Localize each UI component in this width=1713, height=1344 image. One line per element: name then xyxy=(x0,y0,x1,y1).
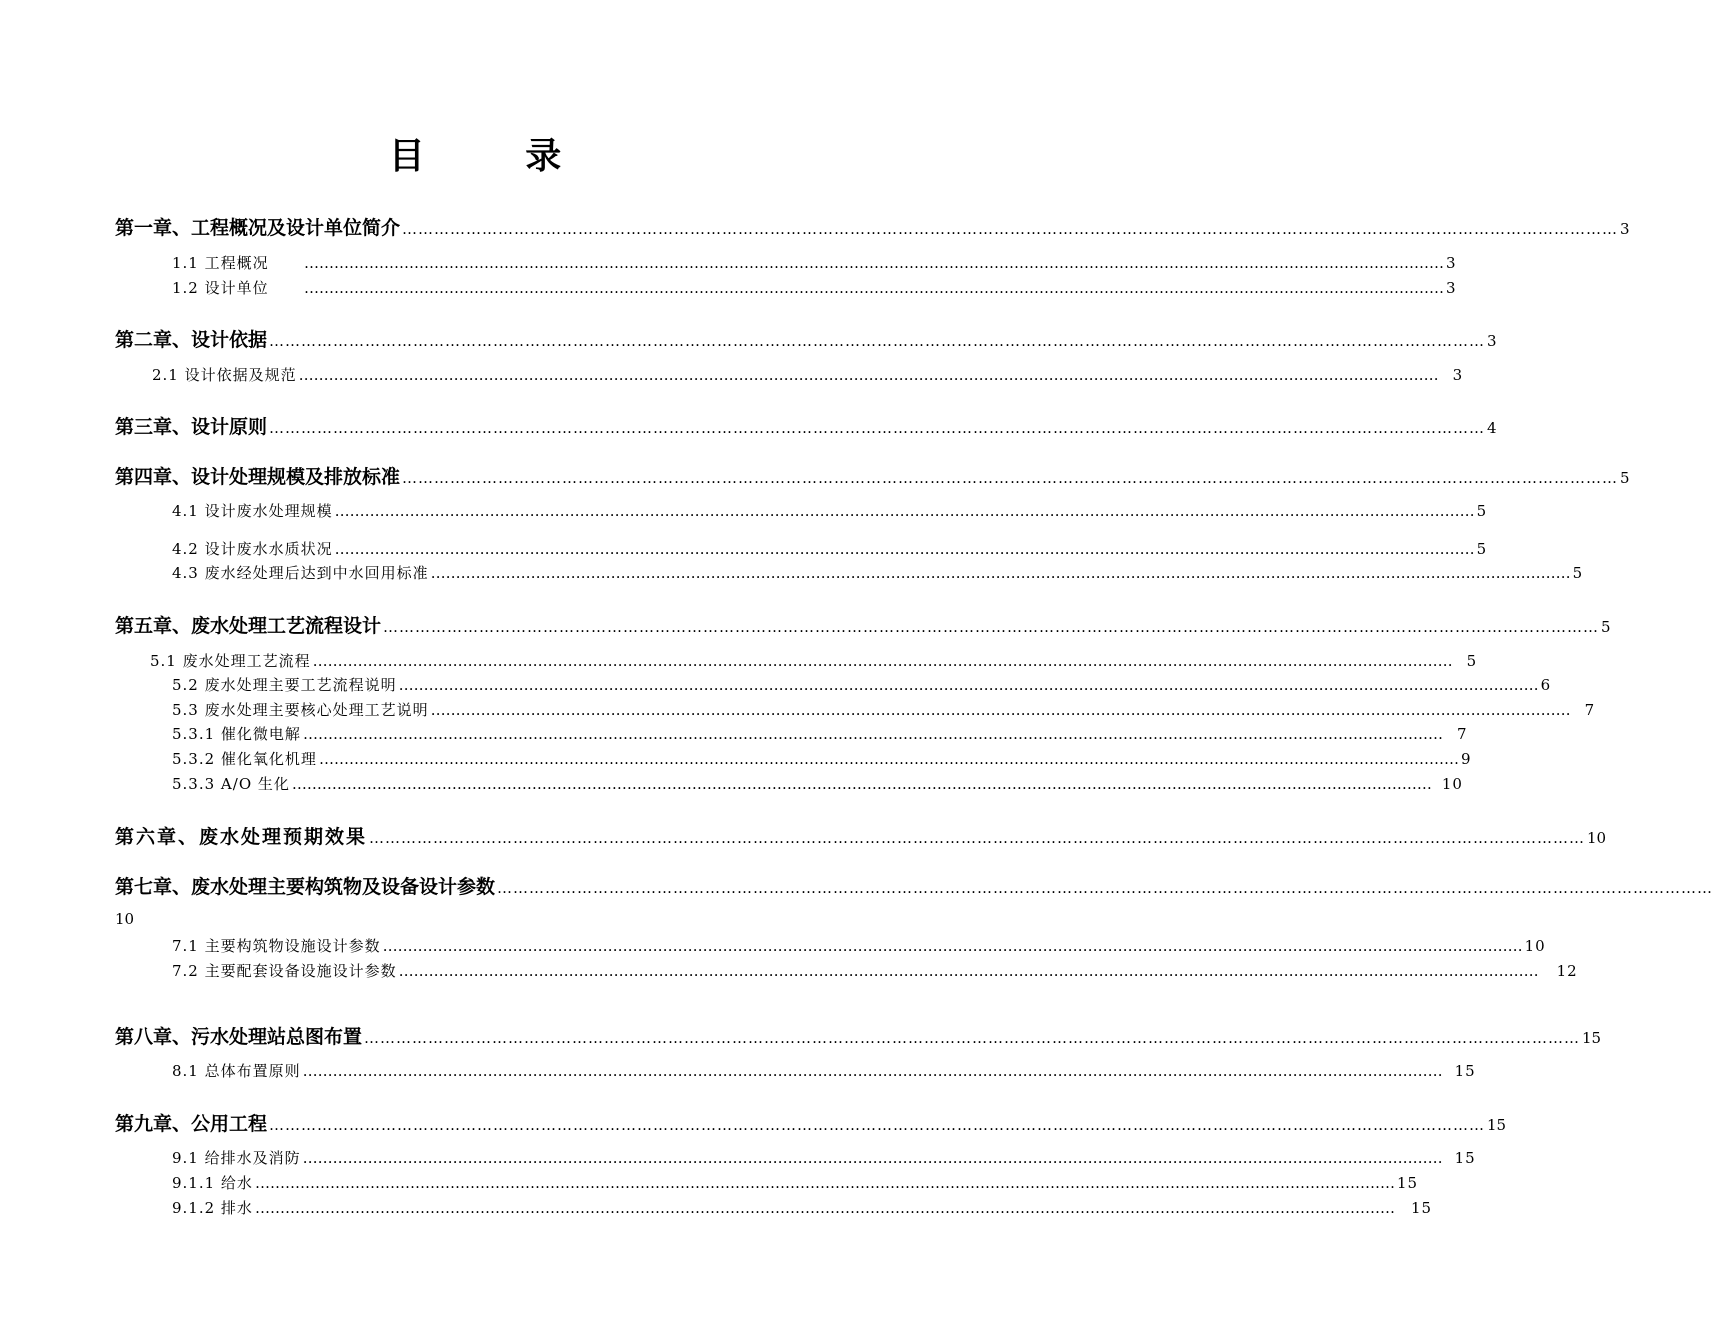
toc-page: 5 xyxy=(1601,618,1611,636)
toc-page: 7 xyxy=(1456,725,1468,743)
toc-section-7-1[interactable] xyxy=(172,935,1546,956)
toc-label: 第六章、废水处理预期效果 xyxy=(115,826,368,848)
toc-page: 15 xyxy=(1454,1149,1476,1167)
toc-label: 第二章、设计依据 xyxy=(115,329,268,351)
toc-leader: ………………………………………………………………………………………………………………………………………………………………………………………………………… xyxy=(364,1029,1581,1047)
toc-label: 1.2 设计单位 xyxy=(172,279,269,297)
toc-leader: ………………………………………………………………………………………………………………………………………………………………………………………………………… xyxy=(298,366,1439,384)
toc-label: 1.1 工程概况 xyxy=(172,254,269,272)
toc-label: 第三章、设计原则 xyxy=(115,416,268,438)
toc-leader: ………………………………………………………………………………………………………………………………………………………………………………………………………… xyxy=(269,419,1486,437)
toc-section-1-1[interactable] xyxy=(172,252,1457,273)
toc-section-4-2[interactable] xyxy=(172,538,1488,559)
toc-leader: ………………………………………………………………………………………………………………………………………………………………………………………………………… xyxy=(302,1062,1443,1080)
toc-leader: ………………………………………………………………………………………………………………………………………………………………………………………………………… xyxy=(304,279,1444,297)
toc-leader: ………………………………………………………………………………………………………………………………………………………………………………………………………… xyxy=(291,775,1432,793)
toc-section-4-1[interactable] xyxy=(172,500,1488,521)
toc-label: 5.3 废水处理主要核心处理工艺说明 xyxy=(172,701,429,719)
toc-section-4-3[interactable] xyxy=(172,562,1584,583)
toc-label: 4.1 设计废水处理规模 xyxy=(172,502,333,520)
toc-page: 5 xyxy=(1466,652,1478,670)
toc-leader: ………………………………………………………………………………………………………………………………………………………………………………………………………… xyxy=(334,540,1475,558)
toc-section-5-1[interactable] xyxy=(150,650,1478,671)
toc-page: 15 xyxy=(1582,1029,1602,1047)
toc-leader: ………………………………………………………………………………………………………………………………………………………………………………………………………… xyxy=(334,502,1475,520)
toc-chapter-2[interactable] xyxy=(115,325,1497,352)
toc-section-9-1-2[interactable] xyxy=(172,1197,1433,1218)
toc-section-5-3-3[interactable] xyxy=(172,773,1463,794)
toc-label: 第五章、废水处理工艺流程设计 xyxy=(115,615,382,637)
toc-leader: ………………………………………………………………………………………………………………………………………………………………………………………………………… xyxy=(254,1199,1395,1217)
toc-page: 10 xyxy=(1587,829,1607,847)
toc-page: 3 xyxy=(1446,279,1457,297)
toc-page: 3 xyxy=(1452,366,1464,384)
toc-leader: ………………………………………………………………………………………………………………………………………………………………………………………………………… xyxy=(304,254,1444,272)
toc-page: 10 xyxy=(1441,775,1463,793)
toc-leader: ………………………………………………………………………………………………………………………………………………………………………………………………………… xyxy=(402,469,1619,487)
toc-label: 7.1 主要构筑物设施设计参数 xyxy=(172,937,381,955)
toc-page: 15 xyxy=(1487,1116,1507,1134)
toc-section-5-3-1[interactable] xyxy=(172,723,1468,744)
toc-label: 5.3.3 A/O 生化 xyxy=(172,775,290,793)
toc-chapter-8[interactable] xyxy=(115,1022,1602,1049)
toc-label: 第八章、污水处理站总图布置 xyxy=(115,1026,363,1048)
toc-chapter-3[interactable] xyxy=(115,412,1497,439)
toc-section-9-1[interactable] xyxy=(172,1147,1476,1168)
toc-leader: ………………………………………………………………………………………………………………………………………………………………………………………………………… xyxy=(269,1116,1486,1134)
toc-section-7-2[interactable] xyxy=(172,960,1578,981)
toc-label: 第九章、公用工程 xyxy=(115,1113,268,1135)
toc-page: 10 xyxy=(1524,937,1546,955)
toc-label: 第四章、设计处理规模及排放标准 xyxy=(115,466,401,488)
toc-leader: ………………………………………………………………………………………………………………………………………………………………………………………………………… xyxy=(430,701,1571,719)
toc-section-5-2[interactable] xyxy=(172,674,1552,695)
toc-leader: ………………………………………………………………………………………………………………………………………………………………………………………………………… xyxy=(382,937,1523,955)
toc-page: 3 xyxy=(1446,254,1457,272)
toc-leader: ………………………………………………………………………………………………………………………………………………………………………………………………………… xyxy=(497,879,1713,897)
toc-page: 3 xyxy=(1487,332,1497,350)
toc-label: 5.2 废水处理主要工艺流程说明 xyxy=(172,676,397,694)
toc-section-8-1[interactable] xyxy=(172,1060,1476,1081)
toc-page: 7 xyxy=(1584,701,1596,719)
toc-page: 12 xyxy=(1556,962,1578,980)
toc-section-5-3-2[interactable] xyxy=(172,748,1472,769)
toc-label: 4.2 设计废水水质状况 xyxy=(172,540,333,558)
toc-leader: ………………………………………………………………………………………………………………………………………………………………………………………………………… xyxy=(430,564,1571,582)
toc-label: 第七章、废水处理主要构筑物及设备设计参数 xyxy=(115,876,496,898)
toc-leader: ………………………………………………………………………………………………………………………………………………………………………………………………………… xyxy=(269,332,1486,350)
toc-leader: ………………………………………………………………………………………………………………………………………………………………………………………………………… xyxy=(402,220,1619,238)
toc-chapter-6[interactable] xyxy=(115,822,1607,849)
toc-page-wrapped: 10 xyxy=(115,910,135,928)
toc-page: 6 xyxy=(1540,676,1552,694)
toc-leader: ………………………………………………………………………………………………………………………………………………………………………………………………………… xyxy=(383,618,1600,636)
toc-page: 4 xyxy=(1487,419,1497,437)
toc-leader: ………………………………………………………………………………………………………………………………………………………………………………………………………… xyxy=(398,962,1539,980)
toc-page: 15 xyxy=(1454,1062,1476,1080)
toc-section-2-1[interactable] xyxy=(152,364,1464,385)
toc-leader: ………………………………………………………………………………………………………………………………………………………………………………………………………… xyxy=(312,652,1453,670)
toc-leader: ………………………………………………………………………………………………………………………………………………………………………………………………………… xyxy=(318,750,1459,768)
toc-page: 5 xyxy=(1476,540,1488,558)
toc-section-1-2[interactable] xyxy=(172,277,1457,298)
toc-leader: ………………………………………………………………………………………………………………………………………………………………………………………………………… xyxy=(302,1149,1443,1167)
toc-title: 目 录 xyxy=(388,136,606,177)
toc-page: 5 xyxy=(1572,564,1584,582)
toc-page: 5 xyxy=(1476,502,1488,520)
toc-leader: ………………………………………………………………………………………………………………………………………………………………………………………………………… xyxy=(254,1174,1395,1192)
toc-label: 第一章、工程概况及设计单位简介 xyxy=(115,217,401,239)
toc-chapter-4[interactable] xyxy=(115,462,1630,489)
toc-page: 15 xyxy=(1410,1199,1433,1217)
toc-label: 7.2 主要配套设备设施设计参数 xyxy=(172,962,397,980)
toc-label: 9.1.2 排水 xyxy=(172,1199,253,1217)
toc-label: 5.3.1 催化微电解 xyxy=(172,725,301,743)
toc-chapter-9[interactable] xyxy=(115,1109,1507,1136)
toc-chapter-1[interactable] xyxy=(115,213,1630,240)
toc-leader: ………………………………………………………………………………………………………………………………………………………………………………………………………… xyxy=(398,676,1539,694)
toc-label: 9.1.1 给水 xyxy=(172,1174,253,1192)
toc-leader: ………………………………………………………………………………………………………………………………………………………………………………………………………… xyxy=(369,829,1586,847)
toc-section-9-1-1[interactable] xyxy=(172,1172,1419,1193)
toc-page: 15 xyxy=(1396,1174,1419,1192)
toc-chapter-7[interactable] xyxy=(115,872,1713,899)
toc-page: 5 xyxy=(1620,469,1630,487)
toc-page: 3 xyxy=(1620,220,1630,238)
toc-label: 9.1 给排水及消防 xyxy=(172,1149,301,1167)
toc-label: 8.1 总体布置原则 xyxy=(172,1062,301,1080)
toc-label: 5.1 废水处理工艺流程 xyxy=(150,652,311,670)
toc-label: 2.1 设计依据及规范 xyxy=(152,366,297,384)
toc-section-5-3[interactable] xyxy=(172,699,1596,720)
toc-leader: ………………………………………………………………………………………………………………………………………………………………………………………………………… xyxy=(302,725,1443,743)
toc-label: 5.3.2 催化氧化机理 xyxy=(172,750,317,768)
toc-page: 9 xyxy=(1460,750,1472,768)
toc-chapter-5[interactable] xyxy=(115,611,1611,638)
toc-label: 4.3 废水经处理后达到中水回用标准 xyxy=(172,564,429,582)
